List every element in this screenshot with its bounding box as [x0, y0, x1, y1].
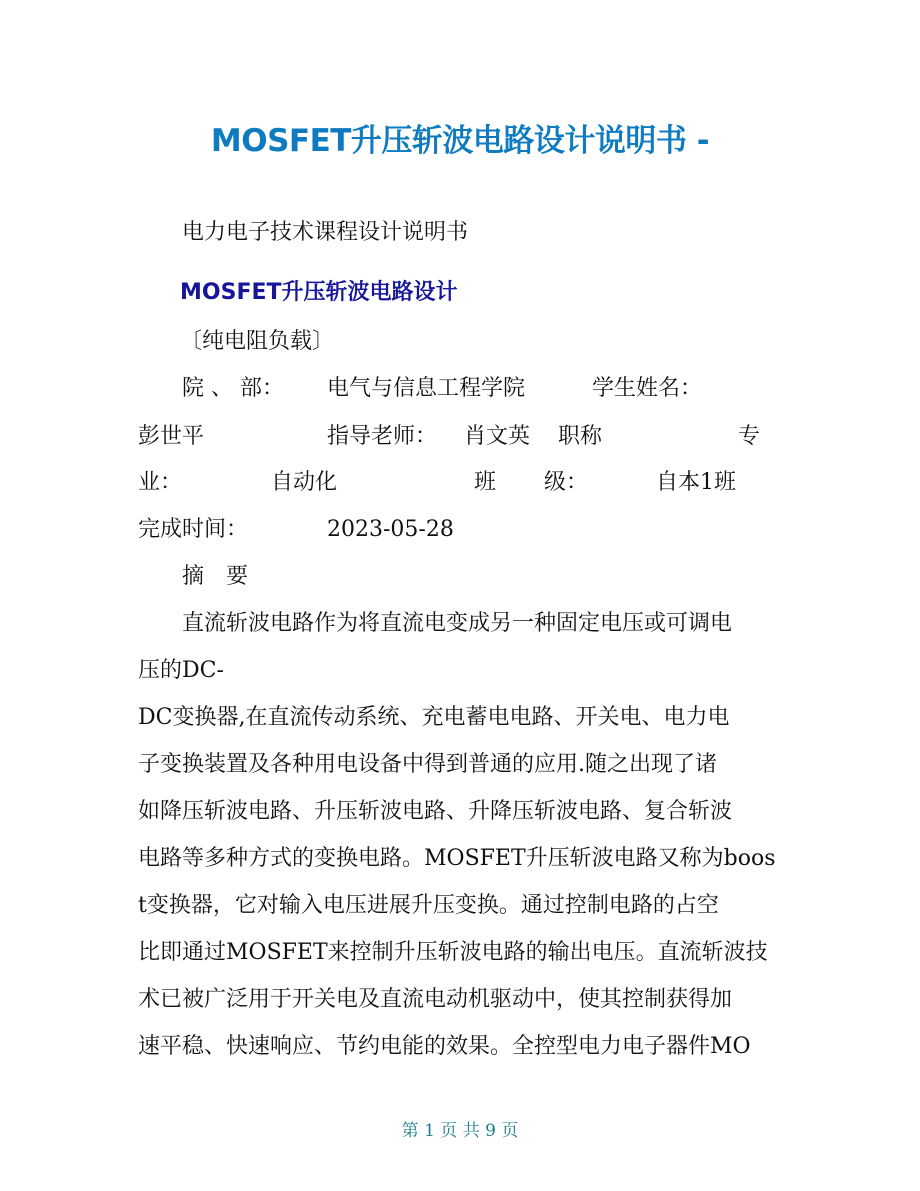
time-value: 2023-05-28 — [327, 517, 454, 542]
abstract-line: 子变换装置及各种用电设备中得到普通的应用.随之出现了诸 — [138, 752, 717, 777]
student-value: 彭世平 — [138, 424, 205, 449]
major-label-part2: 业： — [138, 470, 183, 495]
advisor-label: 指导老师： — [327, 424, 438, 449]
abstract-line: 速平稳、快速响应、节约电能的效果。全控型电力电子器件MO — [138, 1034, 751, 1059]
document-title: MOSFET升压斩波电路设计说明书 - — [210, 123, 710, 159]
design-subtitle: MOSFET升压斩波电路设计 — [180, 280, 458, 305]
advisor-value: 肖文英 — [464, 424, 531, 449]
load-note: 〔纯电阻负载〕 — [180, 329, 335, 354]
student-label: 学生姓名： — [592, 376, 703, 401]
page-footer: 第 1 页 共 9 页 — [401, 1121, 519, 1141]
doc-type-line: 电力电子技术课程设计说明书 — [182, 220, 469, 245]
dept-value: 电气与信息工程学院 — [327, 376, 526, 401]
abstract-body — [138, 600, 786, 1070]
abstract-line: 术已被广泛用于开关电及直流电动机驱动中，使其控制获得加 — [138, 987, 733, 1012]
class-label-part1: 班 — [474, 470, 497, 495]
major-value: 自动化 — [271, 470, 338, 495]
major-label-part1: 专 — [738, 424, 761, 449]
time-label: 完成时间： — [138, 517, 249, 542]
abstract-line: 如降压斩波电路、升压斩波电路、升降压斩波电路、复合斩波 — [138, 799, 733, 824]
abstract-line: t变换器，它对输入电压进展升压变换。通过控制电路的占空 — [138, 893, 719, 918]
class-value: 自本1班 — [656, 470, 736, 495]
abstract-line: 电路等多种方式的变换电路。MOSFET升压斩波电路又称为boos — [138, 846, 776, 871]
dept-label: 院 、 部： — [182, 376, 284, 401]
abstract-line: 压的DC- — [138, 658, 224, 683]
abstract-line: DC变换器,在直流传动系统、充电蓄电电路、开关电、电力电 — [138, 705, 730, 730]
abstract-line: 直流斩波电路作为将直流电变成另一种固定电压或可调电 — [138, 611, 733, 636]
abstract-heading: 摘 要 — [182, 564, 249, 589]
rank-label: 职称 — [558, 424, 603, 449]
class-label-part2: 级： — [544, 470, 589, 495]
abstract-line: 比即通过MOSFET来控制升压斩波电路的输出电压。直流斩波技 — [138, 940, 768, 965]
